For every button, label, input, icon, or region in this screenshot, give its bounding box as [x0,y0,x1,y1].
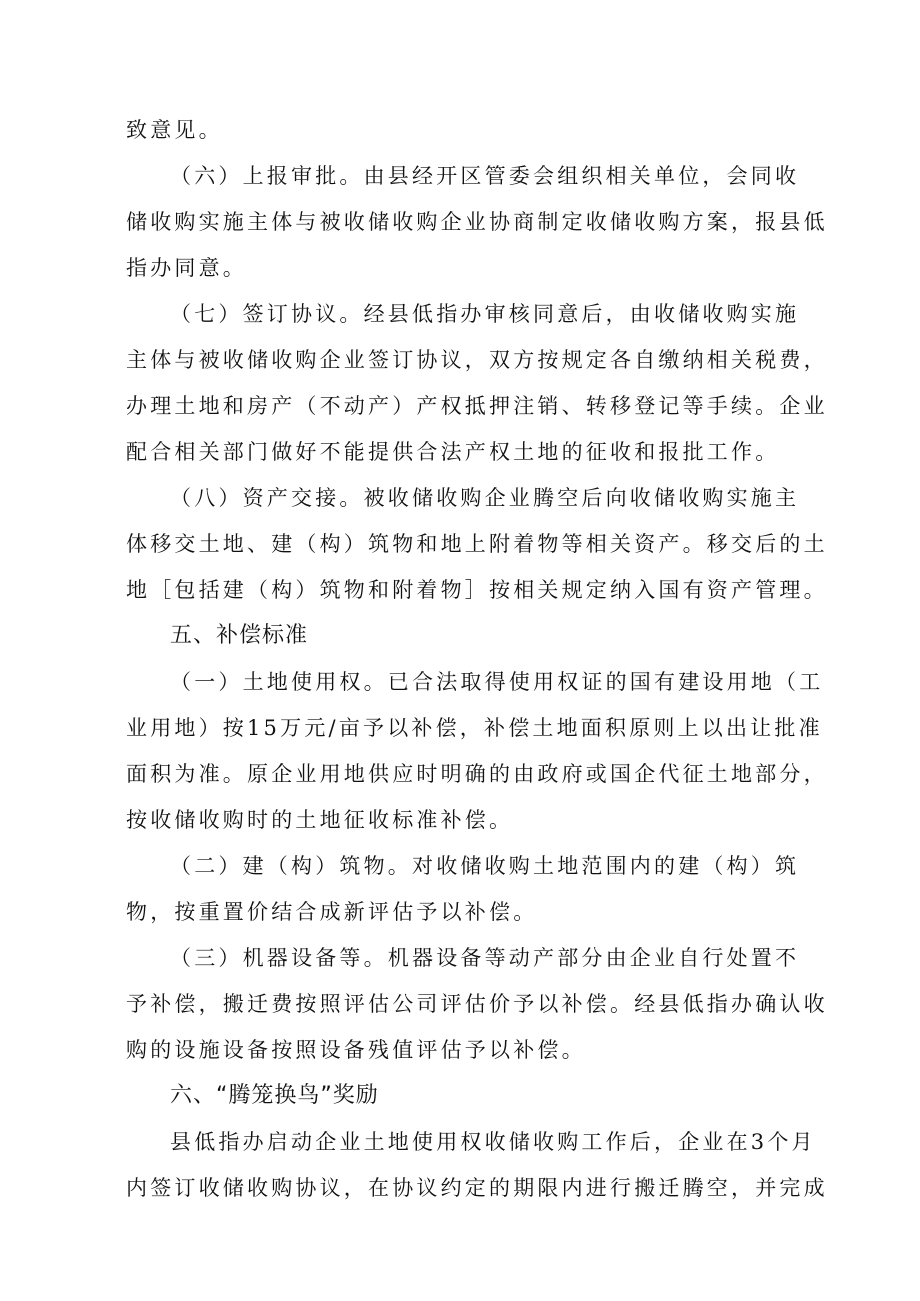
section-heading-5: 五、补偿标准 [170,623,309,648]
paragraph-line-4: 指办同意。 [126,256,247,280]
paragraph-line-12: （一）土地使用权。已合法取得使用权证的国有建设用地（工 [170,670,824,694]
paragraph-line-8: 配合相关部门做好不能提供合法产权土地的征收和报批工作。 [126,440,780,464]
paragraph-line-2: （六）上报审批。由县经开区管委会组织相关单位，会同收 [170,164,800,188]
paragraph-line-19: 予补偿，搬迁费按照评估公司评估价予以补偿。经县低指办确认收 [126,992,828,1016]
paragraph-line-3: 储收购实施主体与被收储收购企业协商制定收储收购方案，报县低 [126,210,828,234]
paragraph-line-16: （二）建（构）筑物。对收储收购土地范围内的建（构）筑 [170,854,800,878]
paragraph-line-22: 内签订收储收购协议，在协议约定的期限内进行搬迁腾空，并完成 [126,1176,828,1200]
paragraph-line-11: 地［包括建（构）筑物和附着物］按相关规定纳入国有资产管理。 [126,578,828,602]
section-heading-6: 六、“腾笼换鸟”奖励 [170,1083,379,1108]
paragraph-line-1: 致意见。 [126,118,223,142]
paragraph-line-5: （七）签订协议。经县低指办审核同意后，由收储收购实施 [170,302,800,326]
paragraph-line-15: 按收储收购时的土地征收标准补偿。 [126,808,514,832]
paragraph-line-21: 县低指办启动企业土地使用权收储收购工作后，企业在3个月 [170,1130,816,1154]
paragraph-line-7: 办理土地和房产（不动产）产权抵押注销、转移登记等手续。企业 [126,394,828,418]
paragraph-line-14: 面积为准。原企业用地供应时明确的由政府或国企代征土地部分， [126,762,828,786]
paragraph-line-6: 主体与被收储收购企业签订协议，双方按规定各自缴纳相关税费， [126,348,828,372]
paragraph-line-13: 业用地）按15万元/亩予以补偿，补偿土地面积原则上以出让批准 [126,716,823,740]
paragraph-line-20: 购的设施设备按照设备残值评估予以补偿。 [126,1038,586,1062]
paragraph-line-18: （三）机器设备等。机器设备等动产部分由企业自行处置不 [170,946,800,970]
paragraph-line-10: 体移交土地、建（构）筑物和地上附着物等相关资产。移交后的土 [126,532,828,556]
paragraph-line-17: 物，按重置价结合成新评估予以补偿。 [126,900,538,924]
paragraph-line-9: （八）资产交接。被收储收购企业腾空后向收储收购实施主 [170,486,800,510]
